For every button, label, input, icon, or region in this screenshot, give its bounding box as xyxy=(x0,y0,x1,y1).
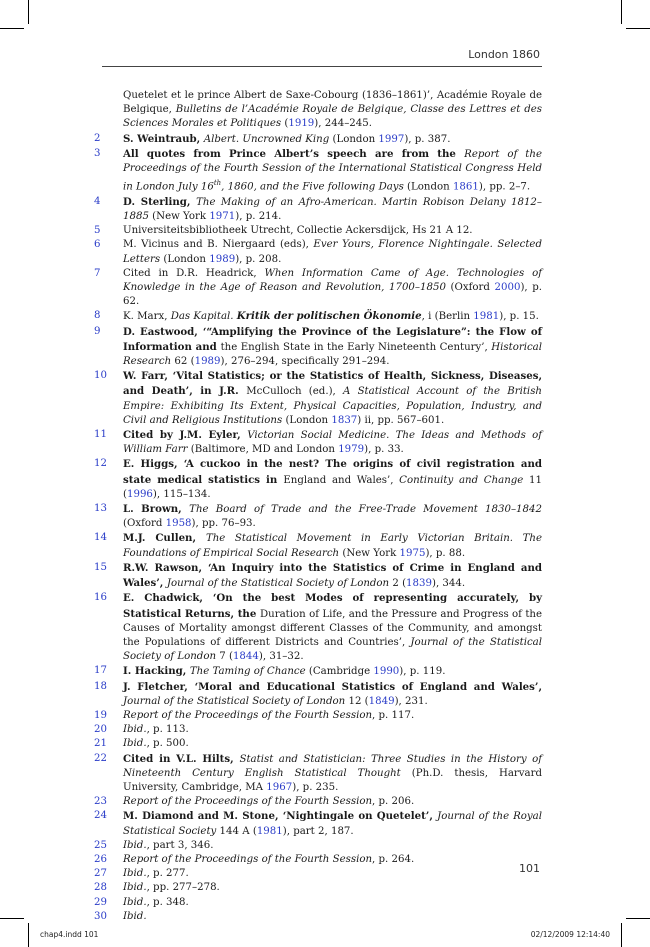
endnote-number[interactable]: 25 xyxy=(94,839,107,851)
endnote-text-run: ), 344. xyxy=(431,578,466,590)
endnote-text-run: Journal of the Statistical Society of London xyxy=(123,695,346,707)
endnote-text-run: , p. 277. xyxy=(146,868,189,880)
endnote-number[interactable]: 4 xyxy=(94,195,101,207)
crop-mark xyxy=(28,923,29,947)
endnote-number[interactable]: 14 xyxy=(94,532,107,544)
endnote-text-run: ), p. 387. xyxy=(404,133,451,145)
endnote-text xyxy=(123,457,542,502)
crop-mark xyxy=(626,918,650,919)
endnote-number[interactable]: 24 xyxy=(94,810,107,822)
year-link[interactable]: 1919 xyxy=(288,118,315,130)
endnote-text-run: (Oxford xyxy=(445,282,495,294)
year-link[interactable]: 1996 xyxy=(126,488,153,500)
endnote-text-run: E. Chadwick, ‘On the best Modes of representing accurately, by Statistical Returns, the xyxy=(123,592,542,620)
endnote-text-run: M.J. Cullen, xyxy=(123,532,206,545)
endnote-text-run: ), pp. 2–7. xyxy=(478,181,531,193)
endnotes-list xyxy=(92,89,542,924)
endnote-text-run: ), part 2, 187. xyxy=(282,825,354,837)
endnote-text-run: Journal of the Statistical Society of London xyxy=(166,578,390,590)
endnote-text-run: (London xyxy=(403,181,453,193)
year-link[interactable]: 1990 xyxy=(373,666,400,678)
endnote-text-run: (Ph.D. thesis, Harvard University, Cambridge, MA xyxy=(123,767,542,793)
endnote-item xyxy=(92,325,542,370)
endnote-text xyxy=(123,502,542,531)
endnote-text xyxy=(123,839,542,853)
endnote-item xyxy=(92,709,542,723)
endnote-number[interactable]: 12 xyxy=(94,458,107,470)
endnote-text xyxy=(123,531,542,560)
endnote-text xyxy=(123,881,542,895)
endnote-text xyxy=(123,910,542,924)
endnote-text xyxy=(123,795,542,809)
endnote-number[interactable]: 5 xyxy=(94,225,101,237)
year-link[interactable]: 1989 xyxy=(194,356,221,368)
endnote-item xyxy=(92,839,542,853)
endnote-number[interactable]: 17 xyxy=(94,665,107,677)
endnote-number[interactable]: 18 xyxy=(94,680,107,692)
endnote-text-run: Duration of Life, and the Pressure and Progress of the Causes of Mortality amongst different Classes of the Community, and amongst the Populations of different Districts and Countries’, xyxy=(123,608,542,648)
endnote-text-run: 11 ( xyxy=(123,474,543,500)
endnote-text-run: Albert. Uncrowned King xyxy=(203,133,330,145)
endnote-text-run: E. Higgs, ‘A cuckoo in the nest? The origins of civil registration and state medical statistics in xyxy=(123,458,542,486)
endnote-text-run: The Statistical Movement in Early Victorian Britain. The Foundations of Empirical Social Research xyxy=(123,533,542,559)
endnote-text-run: ), p. 88. xyxy=(425,547,466,559)
endnote-item xyxy=(92,664,542,679)
endnote-text-run: ), p. 33. xyxy=(364,444,404,456)
crop-mark xyxy=(0,918,24,919)
endnote-item xyxy=(92,809,542,838)
endnote-text-run: W. Farr, ‘Vital Statistics; or the Statistics of Health, Sickness, Diseases, and Death’, in J.R. xyxy=(123,370,542,398)
endnote-text xyxy=(123,737,542,751)
endnote-text-run: Cited by J.M. Eyler, xyxy=(123,429,248,442)
endnote-text xyxy=(123,428,542,457)
endnote-number[interactable]: 26 xyxy=(94,853,107,865)
endnote-item xyxy=(92,309,542,324)
endnote-number[interactable]: 10 xyxy=(94,370,107,382)
endnote-number[interactable]: 8 xyxy=(94,310,101,322)
endnote-text-run: , pp. 277–278. xyxy=(146,882,220,894)
endnote-text-run: 144 A ( xyxy=(216,825,257,837)
year-link[interactable]: 1958 xyxy=(165,518,192,530)
year-link[interactable]: 1849 xyxy=(368,695,395,707)
endnote-text xyxy=(123,325,542,370)
endnote-number[interactable]: 9 xyxy=(94,325,101,337)
endnote-text-run: ), p. 235. xyxy=(292,781,339,793)
endnote-item xyxy=(92,881,542,895)
endnote-text-run: ) ii, pp. 567–601. xyxy=(357,414,445,426)
endnote-text-run: (Cambridge xyxy=(305,666,374,678)
endnote-text-run: Ibid. xyxy=(123,868,147,880)
endnote-item xyxy=(92,561,542,591)
header-rule xyxy=(102,66,542,67)
endnote-number[interactable]: 28 xyxy=(94,882,107,894)
endnote-text xyxy=(123,664,542,679)
endnote-text-run: ), 115–134. xyxy=(152,488,211,500)
endnote-text-run: Ibid. xyxy=(123,896,147,908)
endnote-text-run: Das Kapital. xyxy=(170,311,237,323)
crop-mark xyxy=(621,923,622,947)
crop-mark xyxy=(621,0,622,24)
endnote-text-run: Report of the Proceedings of the Fourth Session xyxy=(123,796,373,808)
endnote-number[interactable]: 30 xyxy=(94,910,107,922)
endnote-text-run: (London xyxy=(282,414,332,426)
endnote-item xyxy=(92,737,542,751)
endnote-number[interactable]: 2 xyxy=(94,132,101,144)
endnote-item xyxy=(92,910,542,924)
endnote-text-run: Ibid. xyxy=(123,910,147,922)
endnote-number[interactable]: 16 xyxy=(94,592,107,604)
endnote-text-run: Continuity and Change xyxy=(399,474,524,486)
endnote-text-run: Quetelet et le prince Albert de Saxe-Cobourg (1836–1861)’, Académie Royale de Belgique, xyxy=(123,90,542,116)
endnote-text-run: Kritik der politischen Ökonomie xyxy=(236,310,422,323)
endnote-text-run: Report of the Proceedings of the Fourth Session of the International Statistical Congress Held in London July 16 xyxy=(123,148,542,193)
endnote-number[interactable]: 19 xyxy=(94,709,107,721)
year-link[interactable]: 1861 xyxy=(452,181,479,193)
endnote-text-run: ), p. 208. xyxy=(235,253,282,265)
endnote-text-run: (New York xyxy=(339,547,400,559)
endnote-text-run: Historical Research xyxy=(123,341,542,368)
crop-mark xyxy=(28,0,29,24)
endnote-text-run: Journal of the Royal Statistical Society xyxy=(123,811,542,837)
endnote-text xyxy=(123,752,542,796)
endnote-item xyxy=(92,369,542,428)
endnote-text-run: Universiteitsbibliotheek Utrecht, Collectie Ackersdijck, Hs 21 A 12. xyxy=(123,225,473,237)
endnote-text-run: 2 ( xyxy=(389,578,407,590)
endnote-text-run: , p. 113. xyxy=(146,724,189,736)
endnote-text-run: 62 ( xyxy=(171,356,195,368)
endnote-text xyxy=(123,147,542,195)
endnote-text xyxy=(123,89,542,132)
endnote-text xyxy=(123,267,542,310)
endnote-text xyxy=(123,896,542,910)
slug-timestamp: 02/12/2009 12:14:40 xyxy=(530,930,610,939)
endnote-item xyxy=(92,195,542,224)
endnote-number[interactable]: 3 xyxy=(94,147,101,159)
endnote-text xyxy=(123,591,542,664)
endnote-text xyxy=(123,195,542,224)
year-link[interactable]: 1981 xyxy=(256,825,283,837)
endnote-number[interactable]: 29 xyxy=(94,896,107,908)
endnote-item xyxy=(92,457,542,502)
endnote-item xyxy=(92,147,542,195)
endnote-number[interactable]: 13 xyxy=(94,503,107,515)
endnote-item xyxy=(92,867,542,881)
endnote-text-run: ), p. 214. xyxy=(235,211,282,223)
endnote-text-run: ), pp. 76–93. xyxy=(191,518,256,530)
endnote-text-run: , p. 348. xyxy=(146,896,189,908)
endnote-number[interactable]: 6 xyxy=(94,239,101,251)
year-link[interactable]: 1981 xyxy=(473,311,500,323)
endnote-text-run: , p. 500. xyxy=(146,738,189,750)
endnote-text xyxy=(123,238,542,266)
endnote-number[interactable] xyxy=(92,89,123,132)
endnote-number[interactable]: 11 xyxy=(94,429,107,441)
endnote-number[interactable]: 27 xyxy=(94,868,107,880)
endnote-item xyxy=(92,531,542,560)
endnote-number[interactable]: 20 xyxy=(94,724,107,736)
endnote-text-run: Bulletins de l’Académie Royale de Belgique, Classe des Lettres et des Sciences Morales et Politiques xyxy=(123,104,542,130)
endnote-text-run: Report of the Proceedings of the Fourth Session xyxy=(123,709,373,721)
endnote-text-run: Ever Yours, Florence Nightingale. Selected Letters xyxy=(123,239,542,265)
endnote-text xyxy=(123,369,542,428)
endnote-text-run: (Baltimore, MD and London xyxy=(187,444,339,456)
endnote-text xyxy=(123,680,542,709)
endnote-text-run: M. Diamond and M. Stone, ‘Nightingale on Quetelet’, xyxy=(123,810,438,823)
endnote-text xyxy=(123,867,542,881)
endnote-text-run: , part 3, 346. xyxy=(146,839,214,851)
endnote-number[interactable]: 7 xyxy=(94,267,101,279)
endnote-text-run: (New York xyxy=(148,211,210,223)
year-link[interactable]: 1971 xyxy=(209,211,236,223)
crop-mark xyxy=(626,28,650,29)
endnote-number[interactable]: 15 xyxy=(94,561,107,573)
endnote-text-run: ( xyxy=(281,118,289,130)
year-link[interactable]: 1975 xyxy=(399,547,426,559)
endnote-item xyxy=(92,267,542,310)
endnote-item xyxy=(92,680,542,709)
year-link[interactable]: 2000 xyxy=(494,282,521,294)
endnote-text-run: A Statistical Account of the British Empire: Exhibiting Its Extent, Physical Capacities, Population, Industry, and Civil and Religious Institutions xyxy=(123,386,542,426)
endnote-text-run: th xyxy=(213,179,222,188)
endnote-text-run: ), 231. xyxy=(394,695,428,707)
year-link[interactable]: 1997 xyxy=(378,133,405,145)
endnote-text-run: (London xyxy=(160,253,210,265)
endnote-item xyxy=(92,795,542,809)
slug-filename: chap4.indd 101 xyxy=(40,930,99,939)
endnote-text-run: The Board of Trade and the Free-Trade Movement 1830–1842 xyxy=(189,504,542,516)
endnote-item xyxy=(92,752,542,796)
endnote-text-run: When Information Came of Age. Technologies of Knowledge in the Age of Reason and Revolution, 1700–1850 xyxy=(123,267,542,294)
endnote-item xyxy=(92,896,542,910)
endnote-text-run: D. Eastwood, ‘“Amplifying the Province of the Legislature”: the Flow of Information and xyxy=(123,325,542,353)
page-number: 101 xyxy=(519,862,540,875)
crop-mark xyxy=(0,28,24,29)
endnote-text xyxy=(123,723,542,737)
endnote-text-run: , p. 206. xyxy=(372,796,415,808)
endnote-text-run: 12 ( xyxy=(345,695,369,707)
endnote-item xyxy=(92,89,542,132)
endnote-text xyxy=(123,853,542,867)
endnote-text-run: I. Hacking, xyxy=(123,665,190,678)
endnote-text xyxy=(123,709,542,723)
endnote-item xyxy=(92,591,542,664)
endnote-text-run: , 1860, and the Five following Days xyxy=(221,181,404,193)
endnote-text-run: England and Wales’, xyxy=(283,474,400,486)
endnote-text-run: The Making of an Afro-American. Martin Robison Delany 1812–1885 xyxy=(123,196,542,223)
endnote-text-run: Ibid. xyxy=(123,839,147,851)
endnote-text-run: S. Weintraub, xyxy=(123,132,204,145)
year-link[interactable]: 1967 xyxy=(266,781,293,793)
endnote-item xyxy=(92,502,542,531)
endnote-text xyxy=(123,561,542,591)
endnote-number[interactable]: 22 xyxy=(94,752,107,764)
endnote-text-run: ), 276–294, specifically 291–294. xyxy=(220,356,390,368)
endnote-text-run: Ibid. xyxy=(123,724,147,736)
endnote-text-run: (Oxford xyxy=(123,518,166,530)
endnote-text-run: , p. 117. xyxy=(372,709,415,721)
endnote-text-run: ), 244–245. xyxy=(314,118,372,130)
endnote-text-run: ), p. 119. xyxy=(399,666,446,678)
endnote-text-run: K. Marx, xyxy=(123,311,171,323)
endnote-text-run: the English State in the Early Nineteenth Century’, xyxy=(220,341,492,353)
endnote-text xyxy=(123,132,542,147)
endnote-item xyxy=(92,132,542,147)
endnote-text-run: Cited in D.R. Headrick, xyxy=(123,267,265,279)
year-link[interactable]: 1989 xyxy=(209,253,236,265)
endnote-text-run: (London xyxy=(329,133,379,145)
endnote-text-run: L. Brown, xyxy=(123,503,190,516)
endnote-text-run: Victorian Social Medicine. The Ideas and Methods of William Farr xyxy=(123,430,542,456)
year-link[interactable]: 1837 xyxy=(331,414,358,426)
endnote-text xyxy=(123,309,542,324)
endnote-text-run: 7 ( xyxy=(216,651,233,663)
endnote-number[interactable]: 21 xyxy=(94,738,107,750)
endnote-item xyxy=(92,853,542,867)
endnote-item xyxy=(92,224,542,238)
endnote-item xyxy=(92,428,542,457)
endnote-text-run: ), p. 15. xyxy=(499,311,539,323)
endnote-text xyxy=(123,224,542,238)
endnote-text-run: ), p. 62. xyxy=(123,282,543,308)
endnote-item xyxy=(92,723,542,737)
endnote-text-run: Journal of the Statistical Society of London xyxy=(123,636,543,663)
endnote-text-run: All quotes from Prince Albert’s speech are from the xyxy=(123,147,465,160)
year-link[interactable]: 1979 xyxy=(338,444,365,456)
endnote-text-run: McCulloch (ed.), xyxy=(246,386,343,398)
endnote-text-run: Statist and Statistician: Three Studies in the History of Nineteenth Century English Statistical Thought xyxy=(123,753,542,779)
year-link[interactable]: 1839 xyxy=(406,578,432,590)
endnote-text-run: Report of the Proceedings of the Fourth Session xyxy=(123,853,373,865)
endnote-text-run: J. Fletcher, ‘Moral and Educational Statistics of England and Wales’, xyxy=(123,680,542,693)
year-link[interactable]: 1844 xyxy=(232,651,259,663)
endnote-text-run: Cited in V.L. Hilts, xyxy=(123,752,240,765)
running-head: London 1860 xyxy=(468,48,540,61)
endnote-text-run: R.W. Rawson, ‘An Inquiry into the Statistics of Crime in England and Wales’, xyxy=(123,561,542,590)
endnote-text-run: , p. 264. xyxy=(372,853,415,865)
endnote-text-run: Ibid. xyxy=(123,882,147,894)
endnote-text xyxy=(123,809,542,838)
endnote-text-run: D. Sterling, xyxy=(123,195,197,208)
endnote-number[interactable]: 23 xyxy=(94,796,107,808)
endnote-text-run: , i (Berlin xyxy=(421,311,474,323)
endnote-text-run: Ibid. xyxy=(123,738,147,750)
endnote-text-run: The Taming of Chance xyxy=(189,666,306,678)
endnote-item xyxy=(92,238,542,266)
endnote-text-run: ), 31–32. xyxy=(258,651,304,663)
endnote-text-run: M. Vicinus and B. Niergaard (eds), xyxy=(123,239,314,251)
